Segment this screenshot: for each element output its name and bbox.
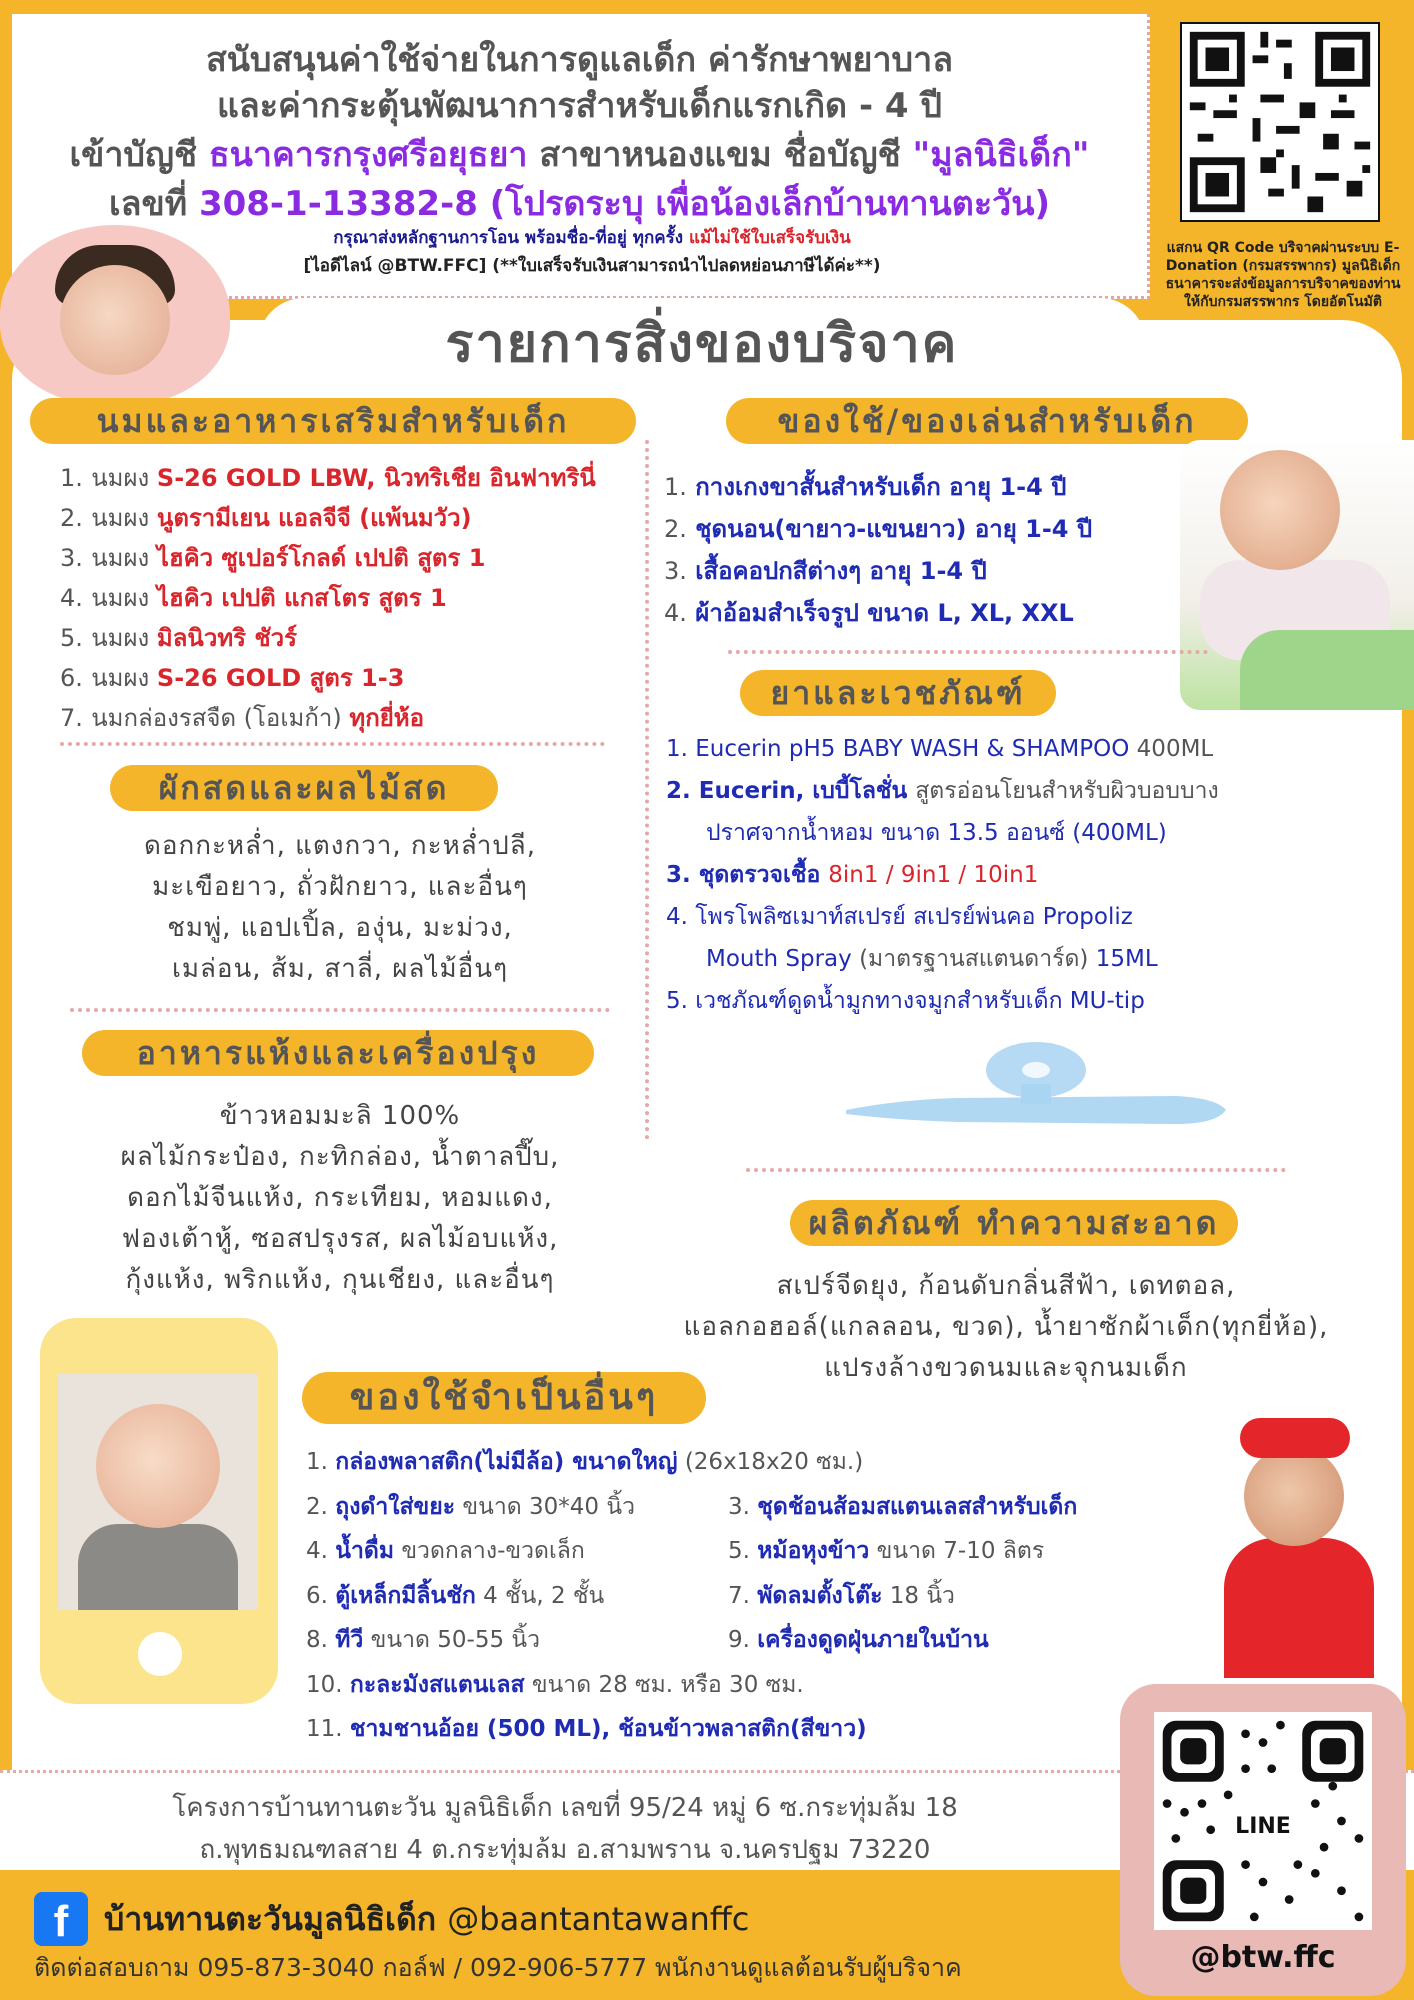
item-number: 7.: [60, 704, 83, 732]
dry-line: ดอกไม้จีนแห้ง, กระเทียม, หอมแดง,: [127, 1183, 553, 1213]
milk-section-title: นมและอาหารเสริมสำหรับเด็ก: [30, 398, 636, 444]
item-text: ไฮคิว ซูเปอร์โกลด์ เปปติ สูตร 1: [156, 544, 486, 572]
item-number: 11.: [306, 1716, 350, 1742]
header-line-1: สนับสนุนค่าใช้จ่ายในการดูแลเด็ก ค่ารักษาพยาบาล: [205, 40, 954, 80]
list-item-col2: [728, 1529, 1044, 1574]
veg-line: เมล่อน, ส้ม, สาลี่, ผลไม้อื่นๆ: [171, 954, 509, 984]
facebook-handle: @baantantawanffc: [447, 1900, 750, 1938]
item-number: 3.: [60, 544, 83, 572]
item-number: 2.: [306, 1493, 336, 1520]
list-item-col2: [728, 1574, 955, 1619]
baby-heart-photo: [0, 225, 230, 405]
item-desc: ขนาด 30*40 นิ้ว: [455, 1493, 636, 1520]
list-item-col2: [728, 1618, 989, 1663]
edonation-qr-panel: [1160, 14, 1406, 344]
item-text: นูตรามีเยน แอลจีจี (แพ้นมวัว): [156, 504, 472, 532]
item-text: 5. เวชภัณฑ์ดูดน้ำมูกทางจมูกสำหรับเด็ก MU-tip: [666, 988, 1145, 1014]
item-number: 9.: [728, 1627, 758, 1653]
list-item: [60, 698, 640, 738]
item-desc: (26x18x20 ซม.): [677, 1449, 864, 1475]
bank-branch: สาขาหนองแขม ชื่อบัญชี: [527, 135, 913, 175]
item-text: ชุดนอน(ขายาว-แขนยาว) อายุ 1-4 ปี: [695, 515, 1093, 543]
vertical-divider: [645, 440, 649, 1140]
item-text: Mouth Spray: [706, 946, 860, 972]
veg-line: ดอกกะหล่ำ, แตงกวา, กะหล่ำปลี,: [143, 831, 537, 861]
veg-section-title: ผักสดและผลไม้สด: [110, 765, 498, 811]
item-text: กล่องพลาสติก(ไม่มีล้อ) ขนาดใหญ่: [335, 1449, 678, 1475]
list-item: [666, 854, 1406, 896]
list-item: [664, 592, 1224, 634]
list-item: [306, 1663, 1206, 1708]
item-text: พัดลมตั้งโต๊ะ: [757, 1582, 883, 1609]
item-number: 10.: [306, 1671, 350, 1698]
item-number: 2.: [664, 515, 687, 543]
girl-red-dress-photo: [1210, 1418, 1380, 1678]
list-item-col2: [728, 1485, 1077, 1530]
photo-baby-face: [1220, 450, 1340, 570]
account-number: 308-1-13382-8 (โปรดระบุ เพื่อน้องเล็กบ้านทานตะวัน): [198, 184, 1050, 224]
item-number: 3.: [728, 1493, 758, 1520]
list-item: [666, 770, 1406, 812]
item-text: เสื้อคอปกสีต่างๆ อายุ 1-4 ปี: [695, 557, 987, 585]
item-text: S-26 GOLD สูตร 1-3: [156, 664, 405, 692]
photo-dress: [1224, 1538, 1374, 1678]
dry-line: ข้าวหอมมะลิ 100%: [219, 1101, 461, 1131]
item-prefix: นมผง: [91, 464, 157, 492]
dry-line: กุ้งแห้ง, พริกแห้ง, กุนเชียง, และอื่นๆ: [125, 1265, 555, 1295]
qr-pattern: [1182, 24, 1378, 220]
list-item: [666, 896, 1406, 938]
item-text: ทุกยี่ห้อ: [349, 704, 425, 732]
item-prefix: นมผง: [91, 544, 157, 572]
item-number: 5.: [60, 624, 83, 652]
list-item: [60, 578, 640, 618]
other-items-list: [306, 1440, 1206, 1752]
facebook-page[interactable]: [104, 1894, 749, 1945]
item-text: ผ้าอ้อมสำเร็จรูป ขนาด L, XL, XXL: [695, 599, 1074, 627]
receipt-note: แม้ไม่ใช้ใบเสร็จรับเงิน: [689, 228, 851, 248]
item-text: เครื่องดูดฝุ่นภายในบ้าน: [757, 1627, 989, 1653]
toys-section-title: ของใช้/ของเล่นสำหรับเด็ก: [726, 398, 1248, 444]
facebook-page-name: บ้านทานตะวันมูลนิธิเด็ก: [104, 1900, 448, 1938]
veg-line: ชมพู่, แอปเปิ้ล, องุ่น, มะม่วง,: [167, 913, 513, 943]
list-item: [664, 508, 1224, 550]
item-number: 6.: [60, 664, 83, 692]
dry-line: ผลไม้กระป๋อง, กะทิกล่อง, น้ำตาลปี๊บ,: [120, 1142, 560, 1172]
item-prefix: นมผง: [91, 664, 157, 692]
item-prefix: นมผง: [91, 504, 157, 532]
page-title: รายการสิ่งของบริจาค: [258, 298, 1146, 390]
list-item: [664, 550, 1224, 592]
list-item: [306, 1529, 1206, 1574]
header-note-line: [142, 224, 1042, 251]
item-number: 1.: [664, 473, 687, 501]
header-account-line: [12, 176, 1147, 230]
list-item: [306, 1707, 1206, 1752]
item-number: 2.: [60, 504, 83, 532]
bank-name: ธนาคารกรุงศรีอยุธยา: [208, 135, 528, 175]
header-bank-line: [12, 127, 1147, 181]
other-items-section-title: ของใช้จำเป็นอื่นๆ: [302, 1372, 706, 1424]
photo-blanket: [1240, 630, 1414, 710]
list-item: [306, 1574, 1206, 1619]
list-item-continued: [666, 938, 1406, 980]
phone-home-button: [138, 1632, 182, 1676]
divider: [70, 1008, 610, 1012]
toys-list: [664, 466, 1224, 634]
item-text: 4. โพรโพลิซเมาท์สเปรย์ สเปรย์พ่นคอ Propoliz: [666, 904, 1133, 930]
cleaning-text: [636, 1266, 1376, 1389]
contact-info: ติดต่อสอบถาม 095-873-3040 กอล์ฟ / 092-906-5777 พนักงานดูแลต้อนรับผู้บริจาค: [34, 1953, 962, 1982]
list-item: [666, 980, 1406, 1022]
item-number: 4.: [664, 599, 687, 627]
item-text: S-26 GOLD LBW, นิวทริเชีย อินฟาทรินี่: [156, 464, 596, 492]
item-text: กางเกงขาสั้นสำหรับเด็ก อายุ 1-4 ปี: [695, 473, 1067, 501]
baby-crawling-photo: [1180, 440, 1414, 710]
account-prefix: เลขที่: [109, 184, 199, 224]
item-prefix: นมผง: [91, 624, 157, 652]
line-handle: @btw.ffc: [1190, 1940, 1336, 1975]
address-line-1: โครงการบ้านทานตะวัน มูลนิธิเด็ก เลขที่ 95/24 หมู่ 6 ซ.กระทุ่มล้ม 18: [172, 1793, 958, 1823]
veg-text: [40, 826, 640, 990]
list-item: [306, 1485, 1206, 1530]
item-desc: สูตรอ่อนโยนสำหรับผิวบอบบาง: [915, 778, 1219, 804]
item-size: 15ML: [1095, 946, 1158, 972]
list-item: [60, 538, 640, 578]
item-number: 4.: [60, 584, 83, 612]
item-text: ชามชานอ้อย (500 ML), ช้อนข้าวพลาสติก(สีขาว): [349, 1716, 867, 1742]
item-desc: (มาตรฐานสแตนดาร์ด): [859, 946, 1096, 972]
item-desc: 18 นิ้ว: [882, 1582, 955, 1609]
item-text: หม้อหุงข้าว: [757, 1538, 870, 1564]
bank-prefix: เข้าบัญชี: [69, 135, 209, 175]
medicine-list: [666, 728, 1406, 1022]
item-number: 5.: [728, 1538, 758, 1564]
transfer-note: กรุณาส่งหลักฐานการโอน พร้อมชื่อ-ที่อยู่ ทุกครั้ง: [333, 228, 689, 248]
clean-line: สเปร์จีดยุง, ก้อนดับกลิ่นสีฟ้า, เดทตอล,: [776, 1271, 1236, 1301]
item-text: ตู้เหล็กมีลิ้นชัก: [335, 1582, 476, 1609]
list-item-continued: ปราศจากน้ำหอม ขนาด 13.5 ออนซ์ (400ML): [706, 820, 1167, 846]
clean-line: แอลกอฮอล์(แกลลอน, ขวด), น้ำยาซักผ้าเด็ก(ทุกยี่ห้อ),: [683, 1312, 1329, 1342]
item-text: ไฮคิว เปปติ แกสโตร สูตร 1: [156, 584, 447, 612]
item-prefix: นมผง: [91, 584, 157, 612]
item-desc: 4 ชั้น, 2 ชั้น: [475, 1582, 605, 1609]
phone-frame-photo: [40, 1318, 278, 1704]
header-line-2: และค่ากระตุ้นพัฒนาการสำหรับเด็กแรกเกิด - 4 ปี: [217, 86, 942, 126]
facebook-icon[interactable]: f: [34, 1892, 88, 1946]
item-text: ทีวี: [335, 1627, 364, 1653]
item-text: ถุงดำใส่ขยะ: [335, 1493, 456, 1520]
item-desc: ขนาด 50-55 นิ้ว: [363, 1627, 541, 1653]
item-variants: 8in1 / 9in1 / 10in1: [828, 862, 1039, 888]
medicine-section-title: ยาและเวชภัณฑ์: [740, 670, 1056, 716]
list-item: [60, 458, 640, 498]
list-item: [306, 1440, 1206, 1485]
dry-line: ฟองเต้าหู้, ซอสปรุงรส, ผลไม้อบแห้ง,: [121, 1224, 559, 1254]
item-text: ชุดช้อนส้อมสแตนเลสสำหรับเด็ก: [757, 1493, 1078, 1520]
item-prefix: นมกล่องรสจืด (โอเมก้า): [91, 704, 350, 732]
line-qr-panel: [1120, 1684, 1406, 1996]
line-id-note: [ไอดีไลน์ @BTW.FFC] (**ใบเสร็จรับเงินสามารถนำไปลดหย่อนภาษีได้ค่ะ**): [303, 256, 881, 276]
account-name: "มูลนิธิเด็ก": [912, 135, 1090, 175]
list-item: [306, 1618, 1206, 1663]
item-number: 7.: [728, 1582, 758, 1609]
photo-girl-face: [1244, 1446, 1344, 1546]
divider: [728, 650, 1208, 654]
item-number: 1.: [60, 464, 83, 492]
divider: [60, 742, 605, 746]
item-number: 6.: [306, 1582, 336, 1609]
milk-list: [60, 458, 640, 738]
item-text: น้ำดื่ม: [335, 1538, 395, 1564]
cleaning-section-title: ผลิตภัณฑ์ ทำความสะอาด: [790, 1200, 1238, 1246]
line-logo-label: LINE: [1231, 1812, 1295, 1842]
item-number: 8.: [306, 1627, 336, 1653]
item-desc: ขวดกลาง-ขวดเล็ก: [394, 1538, 585, 1564]
dry-food-section-title: อาหารแห้งและเครื่องปรุง: [82, 1030, 594, 1076]
photo-baby-face: [96, 1404, 220, 1528]
list-item: [60, 658, 640, 698]
photo-baby-face: [60, 265, 170, 375]
photo-bow: [1240, 1418, 1350, 1458]
phone-screen: [58, 1374, 258, 1610]
item-number: 3.: [664, 557, 687, 585]
list-item: [666, 728, 1406, 770]
address-line-2: ถ.พุทธมณฑลสาย 4 ต.กระทุ่มล้ม อ.สามพราน จ.นครปฐม 73220: [199, 1835, 931, 1865]
divider: [746, 1168, 1286, 1172]
edonation-qr-caption: แสกน QR Code บริจาคผ่านระบบ E-Donation (กรมสรรพากร) มูลนิธิเด็ก ธนาคารจะส่งข้อมูลการบริจาคของท่าน ให้กับกรมสรรพากร โดยอัตโนมัติ: [1165, 240, 1401, 310]
clean-line: แปรงล้างขวดนมและจุกนมเด็ก: [824, 1353, 1188, 1383]
item-number: 1.: [306, 1449, 336, 1475]
item-text: 3. ชุดตรวจเชื้อ: [666, 862, 829, 888]
item-text: กะละมังสแตนเลส: [349, 1671, 525, 1698]
photo-shirt: [78, 1524, 238, 1610]
item-text: มิลนิวทริ ชัวร์: [156, 624, 298, 652]
list-item: [664, 466, 1224, 508]
item-number: 4.: [306, 1538, 336, 1564]
item-desc: ขนาด 7-10 ลิตร: [869, 1538, 1045, 1564]
dry-food-text: [40, 1096, 640, 1301]
list-item: [60, 618, 640, 658]
edonation-qr-code[interactable]: [1180, 22, 1380, 222]
nasal-aspirator-image: [836, 1040, 1236, 1140]
item-text: 1. Eucerin pH5 BABY WASH & SHAMPOO: [666, 736, 1137, 762]
item-text: 2. Eucerin, เบบี้โลชั่น: [666, 778, 916, 804]
veg-line: มะเขือยาว, ถั่วฝักยาว, และอื่นๆ: [152, 872, 528, 902]
item-size: 400ML: [1136, 736, 1214, 762]
list-item: [60, 498, 640, 538]
item-desc: ขนาด 28 ซม. หรือ 30 ซม.: [524, 1671, 804, 1698]
